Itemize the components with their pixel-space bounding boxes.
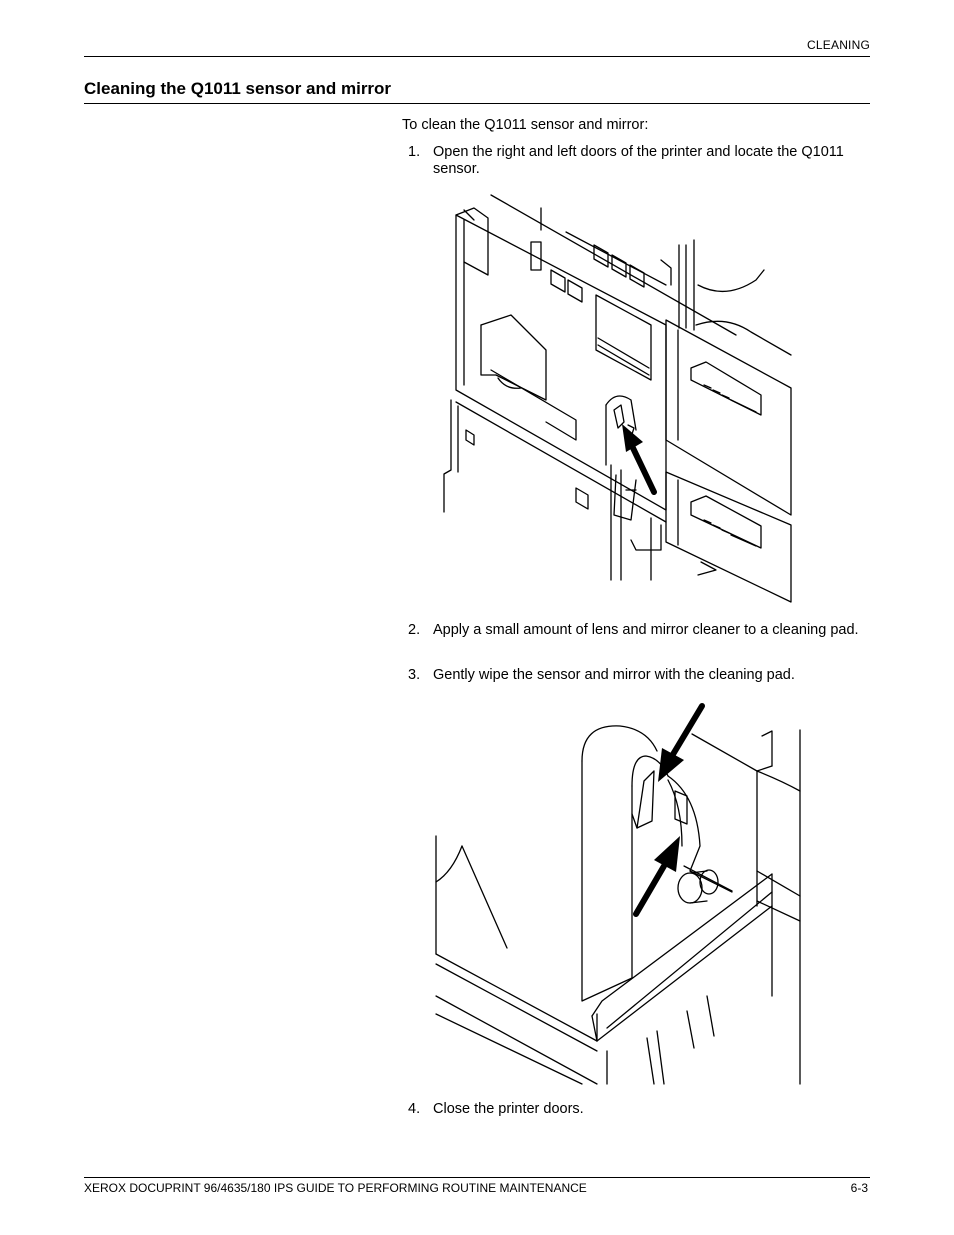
footer-title: XEROX DOCUPRINT 96/4635/180 IPS GUIDE TO PERFORMING ROUTINE MAINTENANCE xyxy=(84,1181,587,1195)
intro-text: To clean the Q1011 sensor and mirror: xyxy=(402,117,649,133)
section-label: CLEANING xyxy=(807,38,870,52)
header-rule xyxy=(84,56,870,57)
page-title: Cleaning the Q1011 sensor and mirror xyxy=(84,79,392,98)
printer-doors-open-illustration xyxy=(436,190,798,610)
step-number: 3. xyxy=(408,667,421,683)
step-text: Close the printer doors. xyxy=(433,1101,584,1117)
step-2 xyxy=(408,622,868,639)
footer-rule xyxy=(84,1177,870,1178)
step-number: 4. xyxy=(408,1101,421,1117)
step-4 xyxy=(408,1101,868,1118)
step-text: Gently wipe the sensor and mirror with the cleaning pad. xyxy=(433,667,795,683)
step-3 xyxy=(408,667,868,684)
step-text: Apply a small amount of lens and mirror cleaner to a cleaning pad. xyxy=(433,622,859,638)
sensor-mirror-closeup-illustration xyxy=(432,696,804,1088)
step-text: Open the right and left doors of the printer and locate the Q1011 sensor. xyxy=(433,144,844,177)
title-rule xyxy=(84,103,870,104)
step-1 xyxy=(408,144,868,178)
step-number: 1. xyxy=(408,144,421,160)
step-number: 2. xyxy=(408,622,421,638)
footer-page-number: 6-3 xyxy=(850,1181,868,1195)
